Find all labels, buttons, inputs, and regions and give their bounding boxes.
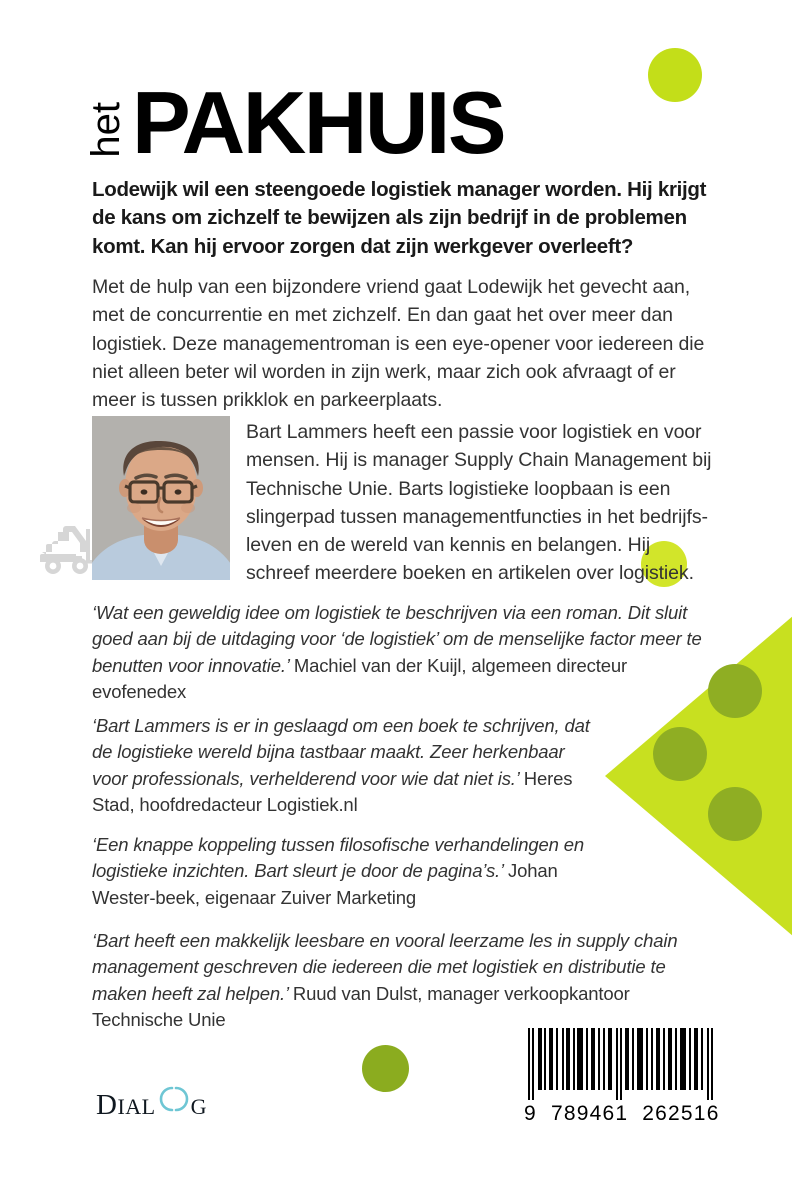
testimonial-3 xyxy=(92,928,704,1033)
testimonial-0-quote: ‘Wat een geweldig idee om logistiek te beschrijven via een roman. Dit sluit goed aan bij de uitdaging voor ‘de logistiek’ om de menselijke factor meer te benutten voor innovatie.’ xyxy=(92,602,702,676)
testimonial-2 xyxy=(92,832,612,911)
title-prefix: het xyxy=(84,102,128,158)
lead-paragraph: Lodewijk wil een steengoede logistiek manager worden. Hij krijgt de kans om zichzelf te bewijzen als zijn bedrijf in de problemen komt. Kan hij ervoor zorgen dat zijn werkgever overleeft? xyxy=(92,178,707,258)
testimonial-1 xyxy=(92,713,592,818)
testimonial-1-attribution: Heres Stad, hoofdredacteur Logistiek.nl xyxy=(92,767,573,815)
testimonial-3-attribution: Ruud van Dulst, manager verkoopkantoor Technische Unie xyxy=(92,982,630,1030)
testimonial-2-quote: ‘Een knappe koppeling tussen filosofische verhandelingen en logistieke inzichten. Bart sleurt je door de pagina’s.’ xyxy=(92,834,585,882)
title-main: PAKHUIS xyxy=(132,73,505,173)
decorative-dot-bottom-left xyxy=(362,1045,409,1092)
author-bio: Bart Lammers heeft een passie voor logistiek en voor mensen. Hij is manager Supply Chain Management bij Technische Unie. Barts logistieke loopbaan is een slingerpad tussen managementfuncties in het bedrijfs-leven en de wereld van kennis en belangen. Hij schreef meerdere boeken en artikelen over logistiek. xyxy=(246,421,712,585)
page-title xyxy=(84,44,505,173)
publisher-logo-ial: IAL xyxy=(117,1094,156,1119)
testimonial-3-quote: ‘Bart heeft een makkelijk leesbare en vooral leerzame les in supply chain management geschreven die iedereen die met logistiek en distributie te maken heeft zal helpen.’ xyxy=(92,930,678,1004)
publisher-logo-oo-mark xyxy=(157,1088,190,1114)
testimonial-2-attribution: Johan Wester-beek, eigenaar Zuiver Marketing xyxy=(92,860,558,908)
testimonial-0 xyxy=(92,600,712,705)
isbn-barcode xyxy=(524,1028,724,1126)
barcode-bars xyxy=(524,1028,720,1100)
synopsis-paragraph: Met de hulp van een bijzondere vriend gaat Lodewijk het gevecht aan, met de concurrentie en met zichzelf. En dan gaat het over meer dan logistiek. Deze managementroman is een eye-opener voor iedereen die niet alleen beter wil worden in zijn werk, maar zich ook afvraagt of er meer is tussen prikklok en parkeerplaats. xyxy=(92,276,705,412)
author-photo xyxy=(92,416,230,580)
author-section xyxy=(92,416,718,588)
testimonial-0-attribution: Machiel van der Kuijl, algemeen directeur evofenedex xyxy=(92,654,628,702)
decorative-dot-top-right xyxy=(648,48,702,102)
publisher-logo-d: D xyxy=(96,1089,118,1121)
publisher-logo xyxy=(96,1088,207,1120)
publisher-logo-g: G xyxy=(190,1094,207,1119)
testimonial-1-quote: ‘Bart Lammers is er in geslaagd om een boek te schrijven, dat de logistieke wereld bijna tastbaar maakt. Zeer herkenbaar voor professionals, verhelderend voor wie dat niet is.’ xyxy=(92,715,590,789)
barcode-digits: 9 789461 262516 xyxy=(524,1102,720,1125)
